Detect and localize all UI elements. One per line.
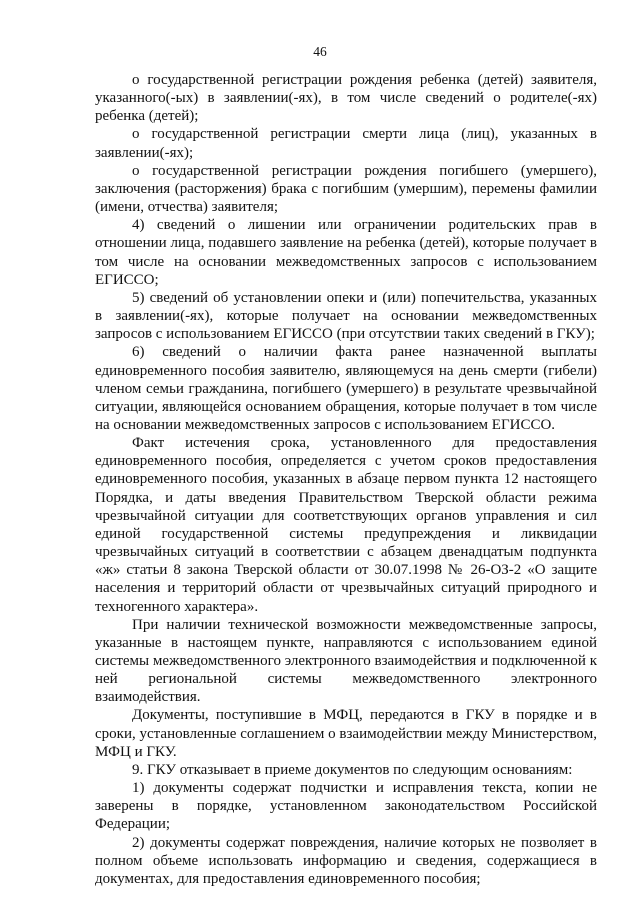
document-body	[95, 71, 597, 888]
paragraph-item-4-parental-rights: 4) сведений о лишении или ограничении родительских прав в отношении лица, подавшего заявление на ребенка (детей), которые получает в том числе на основании межведомственных запросов с использованием ЕГИССО;	[95, 217, 597, 288]
paragraph-death-registration: о государственной регистрации смерти лица (лиц), указанных в заявлении(-ях);	[95, 126, 597, 161]
paragraph-deceased-birth-marriage: о государственной регистрации рождения погибшего (умершего), заключения (расторжения) брака с погибшим (умершим), перемены фамилии (имени, отчества) заявителя;	[95, 162, 597, 216]
paragraph-refusal-ground-2: 2) документы содержат повреждения, наличие которых не позволяет в полном объеме использовать информацию и сведения, содержащиеся в документах, для предоставления единовременного пособия;	[95, 834, 597, 887]
paragraph-birth-registration: о государственной регистрации рождения ребенка (детей) заявителя, указанного(-ых) в заявлении(-ях), в том числе сведений о родителе(-ях) ребенка (детей);	[95, 72, 597, 125]
paragraph-section-9-heading: 9. ГКУ отказывает в приеме документов по следующим основаниям:	[132, 761, 573, 778]
paragraph-interagency-requests: При наличии технической возможности межведомственные запросы, указанные в настоящем пункте, направляются с использованием единой системы межведомственного электронного взаимодействия и подключенной к ней региональной системы межведомственного электронного взаимодействия.	[95, 616, 597, 706]
paragraph-item-6-previous-payment: 6) сведений о наличии факта ранее назначенной выплаты единовременного пособия заявителю, являющемуся на день смерти (гибели) членом семьи гражданина, погибшего (умершего) в результате чрезвычайной ситуации, являющейся основанием обращения, которые получает в том числе на основании межведомственных запросов с использованием ЕГИССО.	[95, 344, 597, 433]
paragraph-mfc-transfer: Документы, поступившие в МФЦ, передаются в ГКУ в порядке и в сроки, установленные соглашением о взаимодействии между Министерством, МФЦ и ГКУ.	[95, 707, 597, 760]
page-number: 46	[313, 44, 327, 59]
paragraph-item-5-guardianship: 5) сведений об установлении опеки и (или) попечительства, указанных в заявлении(-ях), которые получает на основании межведомственных запросов с использованием ЕГИССО (при отсутствии таких сведений в ГКУ);	[95, 289, 597, 343]
paragraph-refusal-ground-1: 1) документы содержат подчистки и исправления текста, копии не заверены в порядке, установленном законодательством Российской Федерации;	[95, 780, 597, 833]
paragraph-deadline-fact: Факт истечения срока, установленного для предоставления единовременного пособия, определяется с учетом сроков предоставления единовременного пособия, указанных в абзаце первом пункта 12 настоящего Порядка, и даты введения Правительством Тверской области режима чрезвычайной ситуации для соответствующих органов управления и сил единой государственной системы предупреждения и ликвидации чрезвычайных ситуаций в соответствии с абзацем двенадцатым подпункта «ж» статьи 8 закона Тверской области от 30.07.1998 № 26-ОЗ-2 «О защите населения и территорий области от чрезвычайных ситуаций природного и техногенного характера».	[95, 435, 597, 615]
